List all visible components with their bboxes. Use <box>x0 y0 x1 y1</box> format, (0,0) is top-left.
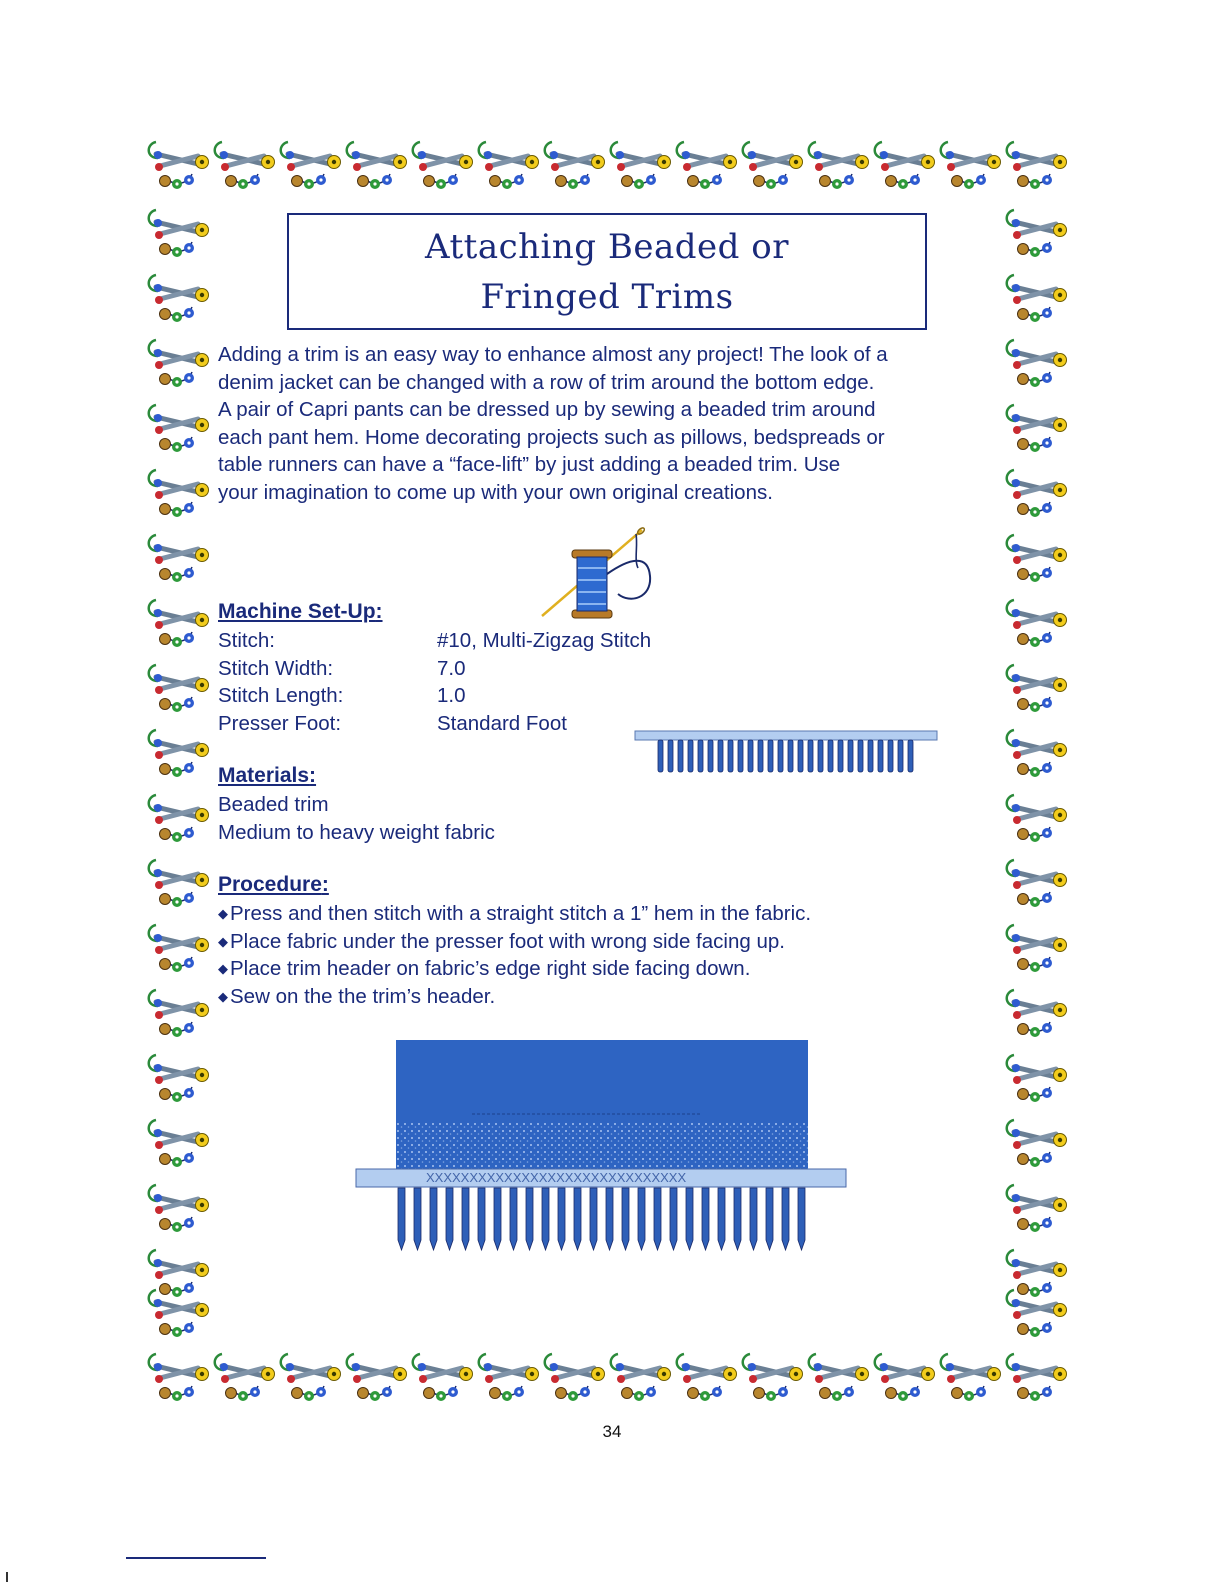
setup-value: #10, Multi-Zigzag Stitch <box>437 629 652 652</box>
setup-value: Standard Foot <box>437 711 567 735</box>
materials-heading: Materials: <box>218 764 317 787</box>
machine-setup-heading-text: Machine Set-Up <box>218 600 376 623</box>
setup-label: Stitch Width: <box>218 656 334 680</box>
diamond-bullet-icon: ◆ <box>218 961 228 976</box>
list-item <box>218 900 811 928</box>
machine-setup-table <box>218 627 651 737</box>
procedure-list <box>218 900 811 1010</box>
materials-heading-text: Materials <box>218 764 310 787</box>
setup-row <box>218 627 651 655</box>
fabric-with-sewn-trim-diagram <box>354 1038 850 1254</box>
intro-paragraph <box>218 341 1008 506</box>
intro-line: denim jacket can be changed with a row of trim around the bottom edge. <box>218 370 875 394</box>
setup-label: Presser Foot: <box>218 711 342 735</box>
procedure-step: Place fabric under the presser foot with wrong side facing up. <box>230 929 785 953</box>
intro-line: Adding a trim is an easy way to enhance almost any project! The look of a <box>218 343 888 366</box>
intro-line: your imagination to come up with your own original creations. <box>218 480 773 504</box>
list-item <box>218 955 811 983</box>
page-number: 34 <box>602 1422 622 1441</box>
margin-mark <box>6 1572 8 1582</box>
setup-row <box>218 710 651 738</box>
procedure-step: Press and then stitch with a straight stitch a 1” hem in the fabric. <box>230 902 812 925</box>
setup-row <box>218 682 651 710</box>
setup-label: Stitch: <box>218 629 275 652</box>
intro-line: A pair of Capri pants can be dressed up by sewing a beaded trim around <box>218 398 876 421</box>
setup-value: 1.0 <box>437 684 466 707</box>
setup-label: Stitch Length: <box>218 684 344 707</box>
materials-list <box>218 791 495 846</box>
footer-divider <box>126 1557 266 1559</box>
setup-value: 7.0 <box>437 656 466 680</box>
procedure-step: Place trim header on fabric’s edge right side facing down. <box>230 957 751 980</box>
diamond-bullet-icon: ◆ <box>218 988 228 1004</box>
intro-line: each pant hem. Home decorating projects such as pillows, bedspreads or <box>218 425 885 449</box>
machine-setup-heading: Machine Set-Up: <box>218 600 383 623</box>
beaded-trim-icon <box>634 727 938 779</box>
intro-line: table runners can have a “face-lift” by just adding a beaded trim. Use <box>218 453 841 476</box>
procedure-heading: Procedure: <box>218 873 329 896</box>
page-title-line-2: Fringed Trims <box>480 276 734 317</box>
list-item: Medium to heavy weight fabric <box>218 820 495 844</box>
page-title-box <box>287 213 927 330</box>
list-item: Beaded trim <box>218 793 329 816</box>
thread-spool-with-needle-icon <box>538 524 668 624</box>
diamond-bullet-icon: ◆ <box>218 933 228 949</box>
page-title-line-1: Attaching Beaded or <box>425 226 789 267</box>
list-item <box>218 928 811 956</box>
procedure-heading-text: Procedure <box>218 873 322 896</box>
procedure-step: Sew on the the trim’s header. <box>230 984 496 1008</box>
setup-row <box>218 655 651 683</box>
list-item <box>218 983 811 1011</box>
stitch-pattern: XXXXXXXXXXXXXXXXXXXXXXXXXXXXXX <box>426 1170 687 1185</box>
diamond-bullet-icon: ◆ <box>218 906 228 921</box>
